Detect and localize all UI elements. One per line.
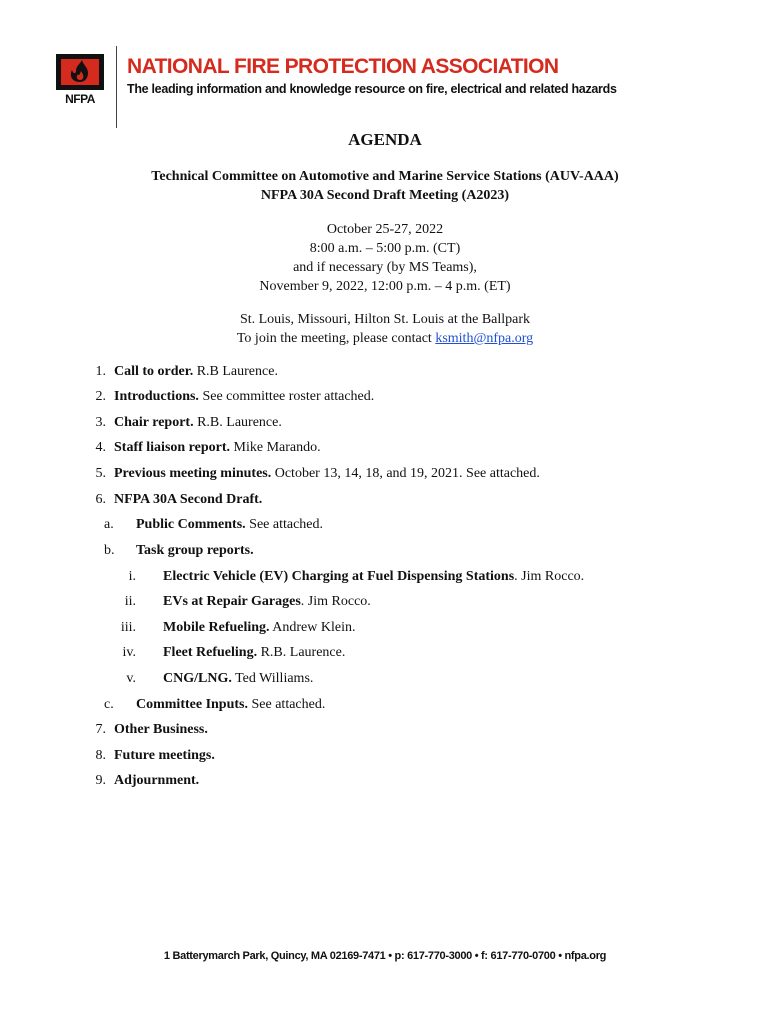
join-text: To join the meeting, please contact (236, 331, 436, 346)
meeting-name: NFPA 30A Second Draft Meeting (A2023) (260, 188, 510, 203)
item-number: i. (128, 569, 136, 584)
alt-date-line: November 9, 2022, 12:00 p.m. – 4 p.m. (ET) (259, 279, 511, 294)
item-title: Staff liaison report. (114, 440, 231, 455)
item-text: . Jim Rocco. (300, 594, 371, 609)
header-divider (116, 46, 117, 128)
organization-name: NATIONAL FIRE PROTECTION ASSOCIATION (127, 55, 559, 78)
item-number: iii. (120, 620, 136, 635)
item-text: R.B. Laurence. (257, 645, 346, 660)
item-title: Fleet Refueling. (163, 645, 258, 660)
item-number: 9. (95, 773, 106, 788)
committee-heading (0, 167, 770, 205)
footer-address: 1 Batterymarch Park, Quincy, MA 02169-7471 • p: 617-770-3000 • f: 617-770-0700 • nfpa.org (163, 950, 607, 962)
item-number: 3. (95, 415, 106, 430)
item-title: CNG/LNG. (163, 671, 232, 686)
date-line: October 25-27, 2022 (326, 222, 444, 237)
item-number: ii. (124, 594, 136, 609)
meeting-location (0, 310, 770, 348)
item-number: iv. (122, 645, 136, 660)
item-number: 8. (95, 748, 106, 763)
item-number: 2. (95, 389, 106, 404)
agenda-title: AGENDA (348, 130, 422, 149)
item-text: Ted Williams. (231, 671, 314, 686)
item-number: 6. (95, 492, 106, 507)
contact-email-link[interactable]: ksmith@nfpa.org (435, 331, 534, 346)
item-title: Call to order. (114, 364, 194, 379)
alt-line: and if necessary (by MS Teams), (293, 260, 477, 275)
item-number: 5. (95, 466, 106, 481)
item-title: EVs at Repair Garages (163, 594, 301, 609)
item-text: See attached. (248, 697, 326, 712)
item-text: R.B. Laurence. (193, 415, 282, 430)
item-title: NFPA 30A Second Draft. (114, 492, 263, 507)
meeting-dates (0, 220, 770, 296)
item-text: Mike Marando. (230, 440, 321, 455)
letterhead (0, 0, 770, 130)
item-title: Adjournment. (114, 773, 200, 788)
item-text: Andrew Klein. (269, 620, 356, 635)
item-title: Future meetings. (114, 748, 215, 763)
time-line: 8:00 a.m. – 5:00 p.m. (CT) (309, 241, 461, 256)
item-title: Committee Inputs. (136, 697, 248, 712)
committee-name: Technical Committee on Automotive and Marine Service Stations (AUV-AAA) (151, 169, 619, 184)
item-text: October 13, 14, 18, and 19, 2021. See attached. (271, 466, 540, 481)
item-number: 4. (95, 440, 106, 455)
item-text: . Jim Rocco. (514, 569, 585, 584)
item-title: Chair report. (114, 415, 194, 430)
item-number: v. (126, 671, 136, 686)
item-text: R.B Laurence. (193, 364, 278, 379)
item-title: Previous meeting minutes. (114, 466, 272, 481)
item-text: See attached. (245, 517, 324, 532)
item-number: c. (104, 697, 114, 712)
logo-wordmark: NFPA (65, 92, 95, 106)
item-title: Introductions. (114, 389, 199, 404)
item-number: a. (104, 517, 114, 532)
item-number: 1. (95, 364, 106, 379)
item-number: 7. (95, 722, 106, 737)
item-title: Other Business. (114, 722, 208, 737)
item-title: Electric Vehicle (EV) Charging at Fuel Dispensing Stations (163, 569, 515, 584)
organization-tagline: The leading information and knowledge resource on fire, electrical and related hazards (127, 82, 617, 96)
item-title: Mobile Refueling. (163, 620, 270, 635)
item-text: See committee roster attached. (198, 389, 375, 404)
item-title: Task group reports. (136, 543, 254, 558)
item-number: b. (104, 543, 115, 558)
join-line (0, 329, 770, 348)
location-line: St. Louis, Missouri, Hilton St. Louis at the Ballpark (239, 312, 531, 327)
item-title: Public Comments. (136, 517, 246, 532)
